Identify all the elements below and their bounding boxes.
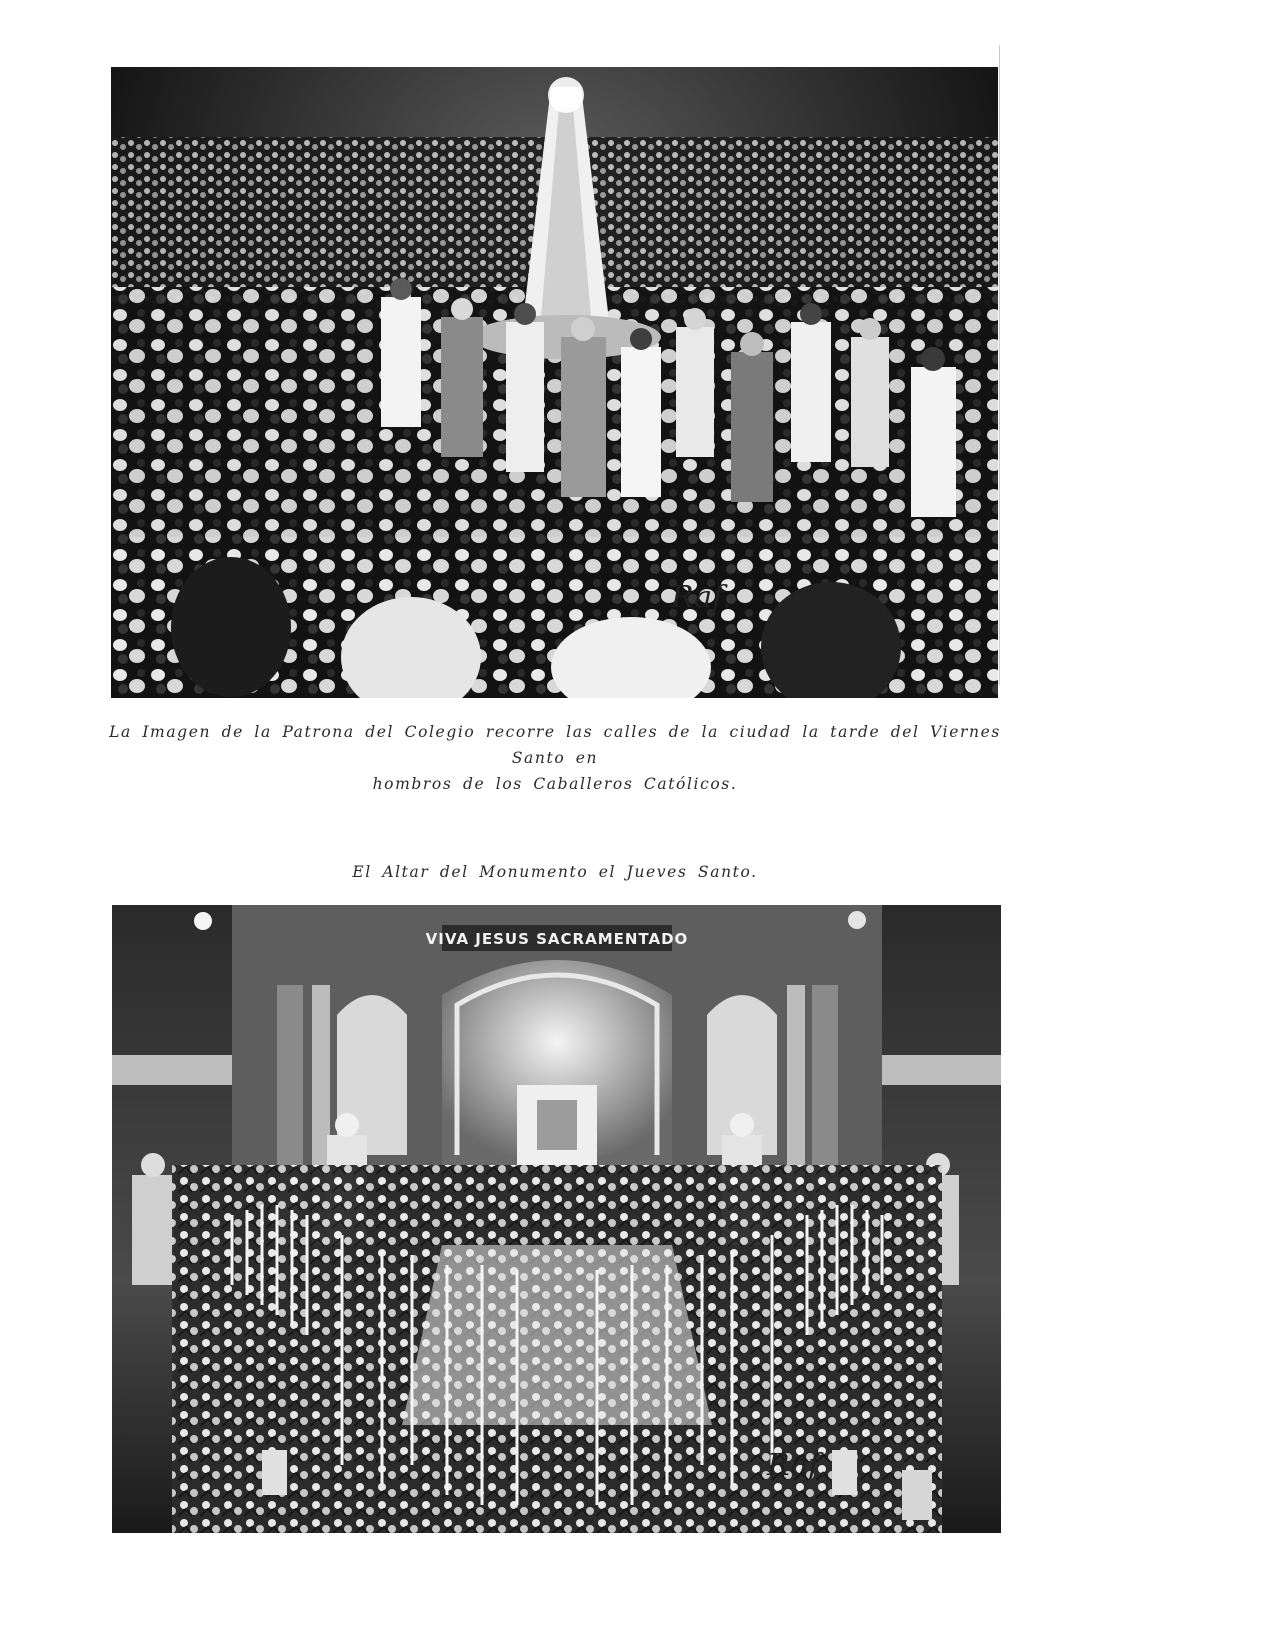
photographer-signature: Raf.	[671, 580, 732, 615]
page-edge-line	[999, 45, 1000, 685]
altar-photo-image	[112, 905, 1001, 1533]
altar-banner-text: VIVA JESUS SACRAMENTADO	[425, 930, 689, 948]
procession-photo-image	[111, 67, 998, 698]
altar-caption: El Altar del Monumento el Jueves Santo.	[352, 863, 758, 881]
procession-caption-line-1: La Imagen de la Patrona del Colegio recorre las calles de la ciudad la tarde del Viernes Santo en	[109, 723, 1001, 767]
photographer-signature-altar: Raf.	[767, 1448, 828, 1483]
procession-photo	[111, 67, 998, 698]
procession-caption	[105, 719, 1005, 797]
procession-caption-line-2: hombros de los Caballeros Católicos.	[372, 775, 738, 793]
altar-photo	[112, 905, 1001, 1533]
